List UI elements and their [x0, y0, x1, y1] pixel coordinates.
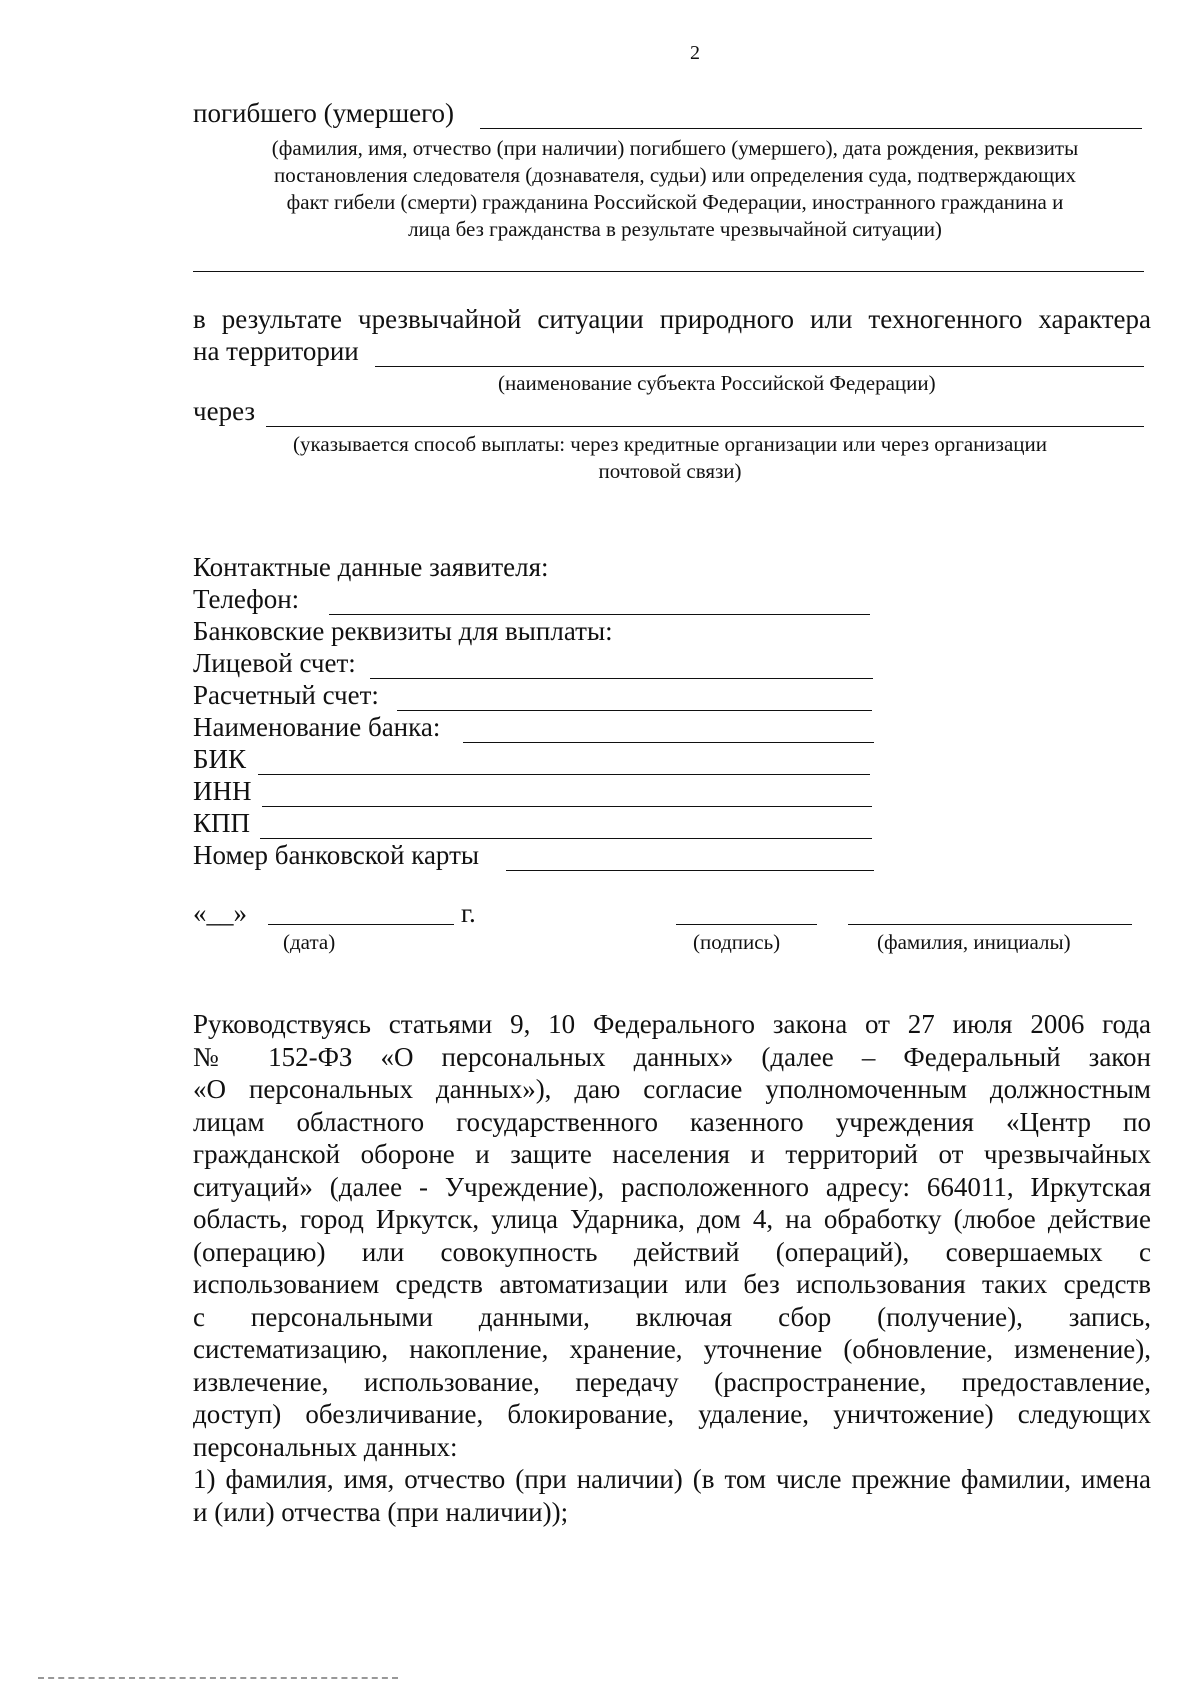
personal-account-line [370, 678, 873, 679]
consent-line: гражданской обороне и защите населения и территорий от чрезвычайных [193, 1139, 1151, 1169]
card-line [506, 870, 874, 871]
consent-item-line: 1) фамилия, имя, отчество (при наличии) (в том числе прежние фамилии, имена [193, 1464, 1151, 1494]
name-hint: (фамилия, инициалы) [877, 930, 1071, 954]
via-hint [225, 431, 1115, 485]
via-label: через [193, 396, 256, 426]
kpp-label: КПП [193, 808, 251, 838]
consent-line: извлечение, использование, передачу (распространение, предоставление, [193, 1366, 1151, 1397]
personal-account-label: Лицевой счет: [193, 648, 356, 678]
deceased-label: погибшего (умершего) [193, 98, 455, 128]
date-hint: (дата) [283, 930, 336, 954]
page-number: 2 [690, 42, 700, 64]
name-line [848, 924, 1132, 925]
bik-line [258, 774, 870, 775]
deceased-hint-line-2: постановления следователя (дознавателя, судьи) или определения суда, подтверждающих [274, 163, 1076, 187]
contacts-heading: Контактные данные заявителя: [193, 552, 549, 582]
settlement-account-label: Расчетный счет: [193, 680, 379, 710]
deceased-line [480, 128, 1142, 129]
kpp-line [260, 838, 872, 839]
consent-line: № 152-ФЗ «О персональных данных» (далее – Федеральный закон [193, 1041, 1151, 1072]
consent-line: область, город Иркутск, улица Ударника, дом 4, на обработку (любое действие [193, 1204, 1151, 1234]
date-open: «__» [193, 898, 247, 928]
territory-line [375, 366, 1144, 367]
date-line [268, 924, 454, 925]
card-label: Номер банковской карты [193, 840, 480, 870]
inn-label: ИНН [193, 776, 252, 806]
consent-line: использованием средств автоматизации или без использования таких средств [193, 1269, 1151, 1299]
consent-line: (операцию) или совокупность действий (операций), совершаемых с [193, 1236, 1151, 1267]
year-suffix: г. [461, 898, 476, 928]
inn-line [262, 806, 872, 807]
signature-hint: (подпись) [693, 930, 781, 954]
consent-line: персональных данных: [193, 1431, 458, 1462]
deceased-extra-line [193, 271, 1144, 272]
consent-line: «О персональных данных»), даю согласие уполномоченным должностным [193, 1074, 1151, 1104]
via-hint-line-2: почтовой связи) [598, 459, 742, 483]
emergency-line: в результате чрезвычайной ситуации природного или техногенного характера [193, 304, 1151, 334]
consent-line: ситуаций» (далее - Учреждение), расположенного адресу: 664011, Иркутская [193, 1171, 1151, 1202]
via-hint-line-1: (указывается способ выплаты: через кредитные организации или через организации [293, 432, 1047, 456]
bank-name-label: Наименование банка: [193, 712, 441, 742]
scan-artifact [38, 1677, 398, 1679]
settlement-account-line [397, 710, 872, 711]
phone-field-line [329, 614, 870, 615]
territory-hint: (наименование субъекта Российской Федерации) [498, 371, 936, 395]
bank-heading: Банковские реквизиты для выплаты: [193, 616, 613, 646]
via-line [266, 426, 1144, 427]
bank-name-line [463, 742, 874, 743]
consent-line: систематизацию, накопление, хранение, уточнение (обновление, изменение), [193, 1334, 1151, 1364]
deceased-hint [200, 135, 1150, 243]
deceased-hint-line-4: лица без гражданства в результате чрезвычайной ситуации) [408, 217, 942, 241]
signature-line [676, 924, 817, 925]
consent-line: лицам областного государственного казенного учреждения «Центр по [193, 1106, 1151, 1137]
consent-line: доступ) обезличивание, блокирование, удаление, уничтожение) следующих [193, 1399, 1151, 1429]
territory-label: на территории [193, 336, 359, 366]
deceased-hint-line-1: (фамилия, имя, отчество (при наличии) погибшего (умершего), дата рождения, реквизиты [271, 136, 1079, 160]
consent-paragraph [193, 1008, 1151, 1528]
consent-line: Руководствуясь статьями 9, 10 Федерального закона от 27 июля 2006 года [193, 1009, 1151, 1039]
bik-label: БИК [193, 744, 247, 774]
deceased-hint-line-3: факт гибели (смерти) гражданина Российской Федерации, иностранного гражданина и [286, 190, 1064, 214]
phone-label: Телефон: [193, 584, 300, 614]
consent-item-line: и (или) отчества (при наличии)); [193, 1496, 569, 1527]
consent-line: с персональными данными, включая сбор (получение), запись, [193, 1301, 1151, 1332]
